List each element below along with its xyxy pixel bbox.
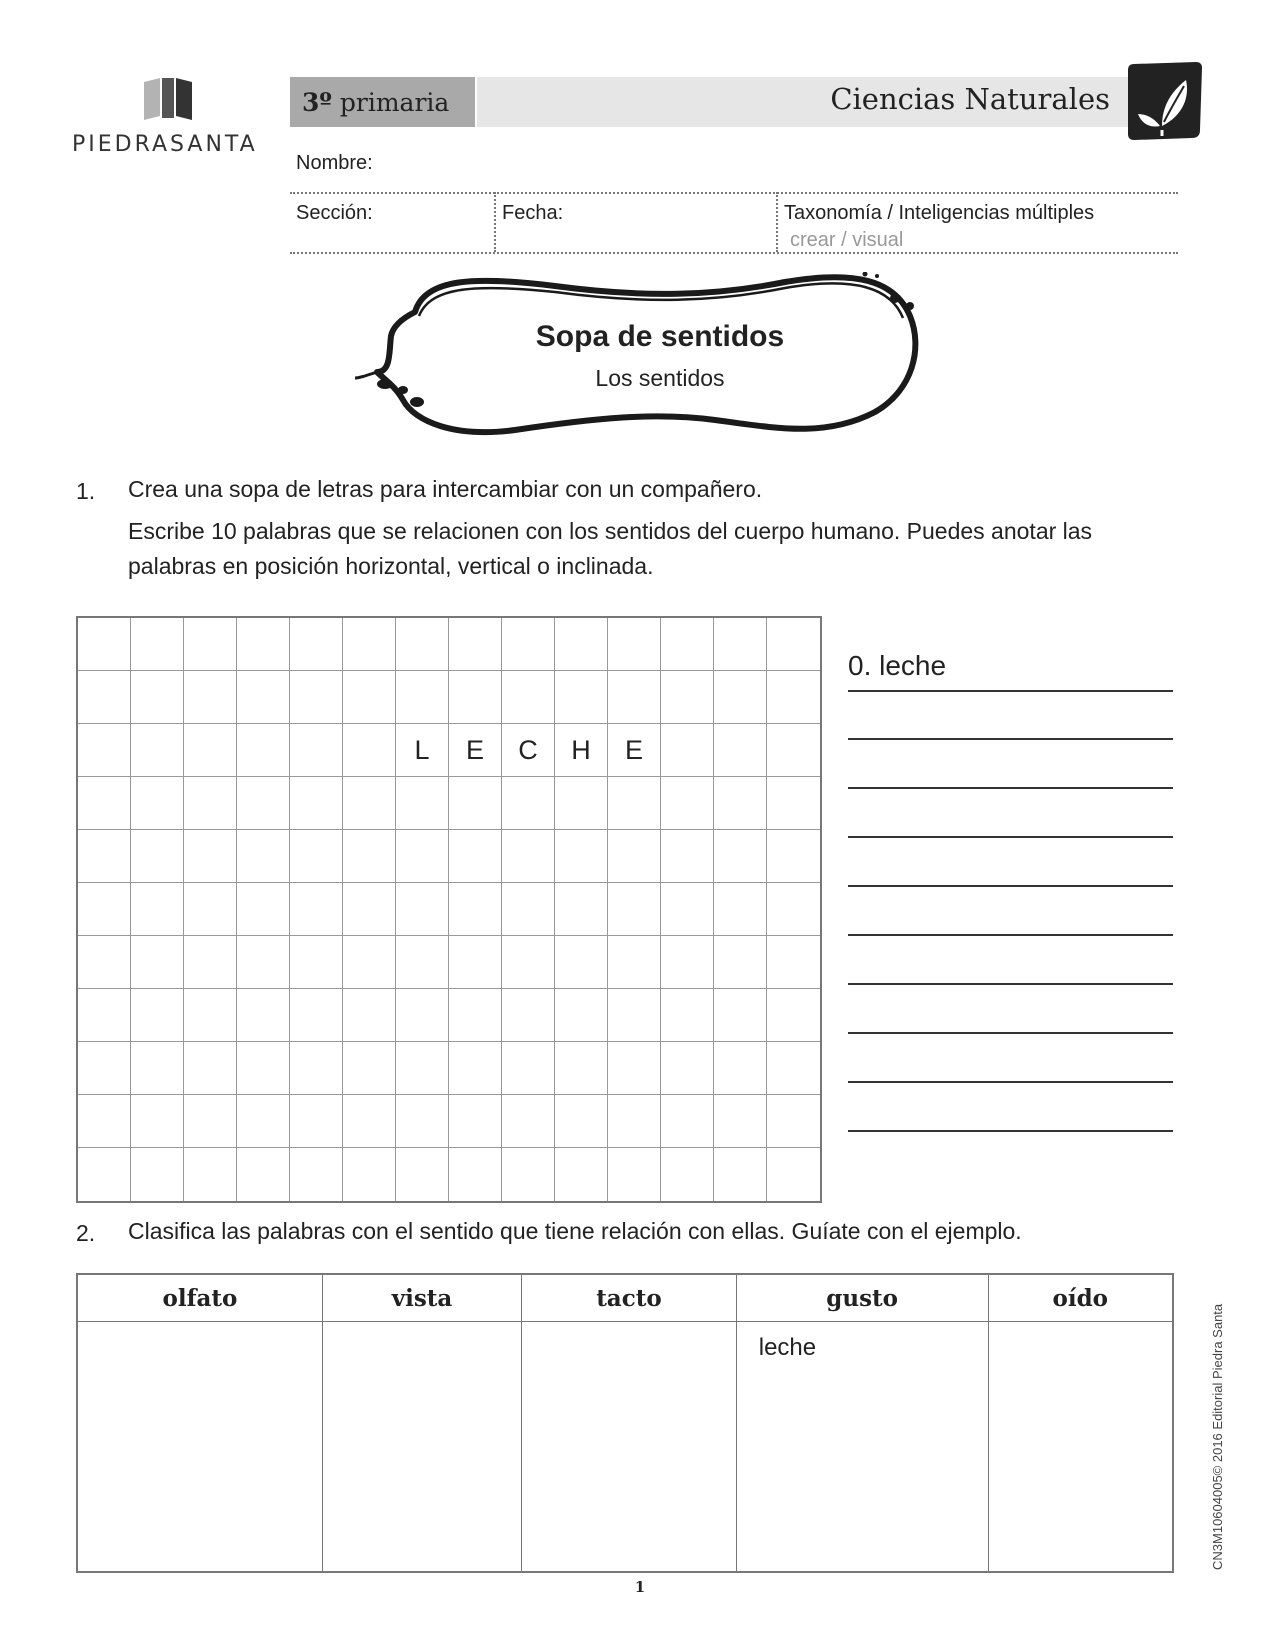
grid-cell[interactable]	[78, 1042, 131, 1095]
grid-cell[interactable]	[608, 883, 661, 936]
grid-cell[interactable]	[343, 671, 396, 724]
grid-cell[interactable]	[237, 830, 290, 883]
grade-badge	[290, 77, 475, 127]
grid-cell[interactable]	[237, 989, 290, 1042]
grid-cell[interactable]	[661, 777, 714, 830]
question-text: Escribe 10 palabras que se relacionen con los sentidos del cuerpo humano. Puedes anotar las palabras en posición horizontal, vertical o inclinada.	[128, 518, 1093, 579]
question-text: Clasifica las palabras con el sentido que tiene relación con ellas. Guíate con el ejemplo.	[128, 1218, 1022, 1244]
grid-cell[interactable]	[396, 883, 449, 936]
answer-cell-gusto[interactable]: leche	[736, 1322, 988, 1573]
grid-cell[interactable]	[661, 724, 714, 777]
grid-cell[interactable]	[343, 883, 396, 936]
grid-cell[interactable]	[237, 883, 290, 936]
grid-cell[interactable]	[290, 777, 343, 830]
grid-cell[interactable]	[714, 936, 767, 989]
grid-cell[interactable]	[555, 618, 608, 671]
grid-cell[interactable]	[555, 936, 608, 989]
grid-cell[interactable]	[78, 671, 131, 724]
grid-cell[interactable]	[343, 936, 396, 989]
grid-cell[interactable]	[555, 1042, 608, 1095]
grid-cell[interactable]	[502, 989, 555, 1042]
grid-cell[interactable]	[608, 1095, 661, 1148]
grid-cell[interactable]	[767, 618, 820, 671]
section-label: Sección:	[296, 202, 373, 224]
grid-cell[interactable]	[396, 618, 449, 671]
grid-cell[interactable]	[78, 724, 131, 777]
grid-cell[interactable]	[343, 1095, 396, 1148]
grid-cell[interactable]	[608, 777, 661, 830]
grid-cell[interactable]	[608, 1148, 661, 1201]
word-line[interactable]	[848, 1130, 1173, 1132]
grid-cell[interactable]	[714, 883, 767, 936]
grid-cell[interactable]	[714, 777, 767, 830]
grid-cell[interactable]	[449, 830, 502, 883]
grid-cell[interactable]	[555, 1095, 608, 1148]
grid-cell[interactable]	[555, 1148, 608, 1201]
grid-cell[interactable]	[78, 777, 131, 830]
grid-cell[interactable]	[184, 777, 237, 830]
grid-cell[interactable]	[502, 883, 555, 936]
grid-cell[interactable]	[131, 830, 184, 883]
grid-cell[interactable]	[661, 883, 714, 936]
grid-cell[interactable]	[131, 883, 184, 936]
grid-cell[interactable]	[184, 989, 237, 1042]
grid-cell[interactable]	[449, 989, 502, 1042]
column-header-oido: oído	[988, 1274, 1173, 1322]
taxonomy-values: crear / visual	[790, 229, 904, 251]
grid-cell[interactable]	[767, 830, 820, 883]
grade-number: 3º	[302, 87, 332, 117]
activity-title: Sopa de sentidos	[535, 320, 785, 353]
grid-cell[interactable]	[661, 989, 714, 1042]
grid-cell[interactable]	[661, 671, 714, 724]
answer-cell-olfato[interactable]	[77, 1322, 322, 1573]
section-field[interactable]	[378, 196, 490, 248]
grid-cell[interactable]	[184, 671, 237, 724]
activity-subtitle: Los sentidos	[595, 365, 725, 391]
grid-cell[interactable]	[396, 777, 449, 830]
grid-cell[interactable]	[502, 618, 555, 671]
grid-cell[interactable]	[714, 1148, 767, 1201]
divider	[494, 192, 496, 252]
subject-title: Ciencias Naturales	[830, 82, 1110, 116]
grid-cell[interactable]	[714, 989, 767, 1042]
grid-cell[interactable]	[184, 830, 237, 883]
answer-cell-tacto[interactable]	[522, 1322, 737, 1573]
brand-name: PIEDRASANTA	[72, 132, 258, 157]
question-text: Crea una sopa de letras para intercambiar con un compañero.	[128, 476, 763, 502]
grid-cell[interactable]	[714, 618, 767, 671]
grid-cell[interactable]	[237, 1095, 290, 1148]
grid-cell[interactable]	[608, 989, 661, 1042]
grid-cell[interactable]	[290, 671, 343, 724]
grid-cell[interactable]	[237, 1148, 290, 1201]
grid-cell[interactable]	[343, 1148, 396, 1201]
grid-cell[interactable]	[131, 618, 184, 671]
grid-cell[interactable]	[131, 777, 184, 830]
grid-cell[interactable]	[237, 618, 290, 671]
column-header-vista: vista	[322, 1274, 521, 1322]
answer-cell-vista[interactable]	[322, 1322, 521, 1573]
grid-cell[interactable]	[131, 1148, 184, 1201]
grid-cell[interactable]	[343, 724, 396, 777]
word-line[interactable]	[848, 787, 1173, 789]
grid-cell[interactable]	[343, 830, 396, 883]
word-search-grid	[76, 616, 822, 1203]
grid-cell[interactable]	[767, 724, 820, 777]
grid-cell[interactable]	[555, 671, 608, 724]
grid-cell[interactable]	[767, 1095, 820, 1148]
grid-cell[interactable]	[396, 1042, 449, 1095]
grid-cell[interactable]	[449, 1148, 502, 1201]
title-bubble-frame	[355, 272, 925, 447]
date-label: Fecha:	[502, 202, 564, 224]
grid-cell[interactable]	[290, 1148, 343, 1201]
grid-cell[interactable]	[661, 1148, 714, 1201]
grid-cell[interactable]	[661, 830, 714, 883]
grid-cell[interactable]	[555, 830, 608, 883]
name-field[interactable]	[378, 150, 1178, 186]
leaf-icon	[1124, 60, 1204, 145]
divider	[290, 252, 1178, 254]
grid-cell[interactable]	[608, 830, 661, 883]
name-label: Nombre:	[296, 152, 373, 174]
grid-cell[interactable]	[78, 830, 131, 883]
grid-cell[interactable]	[767, 1148, 820, 1201]
grid-cell[interactable]	[237, 724, 290, 777]
grid-cell[interactable]	[184, 618, 237, 671]
grid-cell[interactable]	[767, 883, 820, 936]
grid-cell[interactable]: E	[608, 724, 661, 777]
page-number: 1	[634, 1578, 646, 1596]
grade-label: primaria	[339, 87, 450, 117]
grid-cell[interactable]	[237, 671, 290, 724]
divider	[290, 192, 1178, 194]
grid-cell[interactable]	[661, 1095, 714, 1148]
grid-cell[interactable]	[290, 618, 343, 671]
grid-cell[interactable]	[555, 883, 608, 936]
grid-cell[interactable]	[502, 777, 555, 830]
grid-cell[interactable]	[608, 671, 661, 724]
grid-cell[interactable]	[237, 777, 290, 830]
brand-book-icon	[140, 74, 196, 122]
grid-cell[interactable]	[608, 936, 661, 989]
column-header-olfato: olfato	[77, 1274, 322, 1322]
grid-cell[interactable]	[555, 989, 608, 1042]
grid-cell[interactable]	[449, 618, 502, 671]
grid-cell[interactable]	[184, 1148, 237, 1201]
word-line[interactable]	[848, 934, 1173, 936]
grid-cell[interactable]	[608, 1042, 661, 1095]
column-header-gusto: gusto	[736, 1274, 988, 1322]
grid-cell[interactable]	[184, 1042, 237, 1095]
question-number: 2.	[76, 1220, 96, 1246]
grid-cell[interactable]	[290, 1095, 343, 1148]
grid-cell[interactable]	[396, 671, 449, 724]
grid-cell[interactable]	[237, 936, 290, 989]
grid-cell[interactable]	[396, 989, 449, 1042]
grid-cell[interactable]	[767, 989, 820, 1042]
grid-cell[interactable]	[502, 1148, 555, 1201]
grid-cell[interactable]	[290, 989, 343, 1042]
grid-cell[interactable]	[343, 618, 396, 671]
grid-cell[interactable]	[290, 936, 343, 989]
grid-cell[interactable]	[714, 1042, 767, 1095]
grid-cell[interactable]: H	[555, 724, 608, 777]
grid-cell[interactable]	[290, 1042, 343, 1095]
answer-cell-oido[interactable]	[988, 1322, 1173, 1573]
grid-cell[interactable]	[396, 1148, 449, 1201]
grid-cell[interactable]	[714, 830, 767, 883]
grid-cell[interactable]	[449, 1042, 502, 1095]
grid-cell[interactable]	[502, 1042, 555, 1095]
grid-cell[interactable]	[449, 1095, 502, 1148]
grid-cell[interactable]	[449, 777, 502, 830]
word-line[interactable]	[848, 885, 1173, 887]
grid-cell[interactable]	[449, 883, 502, 936]
classification-table	[76, 1273, 1174, 1573]
word-line	[848, 690, 1173, 692]
grid-cell[interactable]	[131, 1095, 184, 1148]
grid-cell[interactable]	[237, 1042, 290, 1095]
grid-cell[interactable]	[714, 671, 767, 724]
grid-cell[interactable]	[608, 618, 661, 671]
grid-cell[interactable]	[184, 883, 237, 936]
grid-cell[interactable]	[502, 936, 555, 989]
grid-cell[interactable]	[343, 989, 396, 1042]
grid-cell[interactable]	[502, 671, 555, 724]
grid-cell[interactable]	[449, 671, 502, 724]
grid-cell[interactable]	[184, 724, 237, 777]
grid-cell[interactable]: E	[449, 724, 502, 777]
grid-cell[interactable]	[661, 618, 714, 671]
grid-cell[interactable]	[184, 936, 237, 989]
grid-cell[interactable]	[78, 618, 131, 671]
word-list-example: 0. leche	[848, 650, 947, 681]
grid-cell[interactable]	[396, 936, 449, 989]
grid-cell[interactable]	[131, 671, 184, 724]
grid-cell[interactable]	[343, 777, 396, 830]
grid-cell[interactable]	[502, 1095, 555, 1148]
grid-cell[interactable]	[502, 830, 555, 883]
grid-cell[interactable]	[661, 1042, 714, 1095]
word-line[interactable]	[848, 983, 1173, 985]
column-header-tacto: tacto	[522, 1274, 737, 1322]
grid-cell[interactable]	[714, 724, 767, 777]
grid-cell[interactable]: L	[396, 724, 449, 777]
date-field[interactable]	[570, 196, 770, 248]
grid-cell[interactable]	[131, 936, 184, 989]
grid-cell[interactable]	[555, 777, 608, 830]
grid-cell[interactable]	[78, 1148, 131, 1201]
question-number: 1.	[76, 478, 96, 504]
grid-cell[interactable]	[767, 936, 820, 989]
grid-cell[interactable]	[131, 989, 184, 1042]
grid-cell[interactable]	[767, 671, 820, 724]
grid-cell[interactable]	[290, 830, 343, 883]
word-line[interactable]	[848, 1032, 1173, 1034]
grid-cell[interactable]	[767, 777, 820, 830]
grid-cell[interactable]	[184, 1095, 237, 1148]
copyright-code: CN3M10604005© 2016 Editorial Piedra Santa	[1210, 1303, 1225, 1570]
grid-cell[interactable]	[290, 724, 343, 777]
taxonomy-label: Taxonomía / Inteligencias múltiples	[784, 202, 1095, 224]
grid-cell[interactable]	[767, 1042, 820, 1095]
grid-cell[interactable]	[78, 989, 131, 1042]
grid-cell[interactable]	[449, 936, 502, 989]
grid-cell[interactable]	[290, 883, 343, 936]
grid-cell[interactable]	[343, 1042, 396, 1095]
grid-cell[interactable]	[396, 830, 449, 883]
grid-cell[interactable]	[78, 1095, 131, 1148]
grid-cell[interactable]	[131, 724, 184, 777]
word-line[interactable]	[848, 738, 1173, 740]
grid-cell[interactable]	[131, 1042, 184, 1095]
word-line[interactable]	[848, 1081, 1173, 1083]
grid-cell[interactable]	[396, 1095, 449, 1148]
grid-cell[interactable]	[661, 936, 714, 989]
word-line[interactable]	[848, 836, 1173, 838]
grid-cell[interactable]	[714, 1095, 767, 1148]
grid-cell[interactable]	[78, 936, 131, 989]
grid-cell[interactable]: C	[502, 724, 555, 777]
divider	[776, 192, 778, 252]
grid-cell[interactable]	[78, 883, 131, 936]
